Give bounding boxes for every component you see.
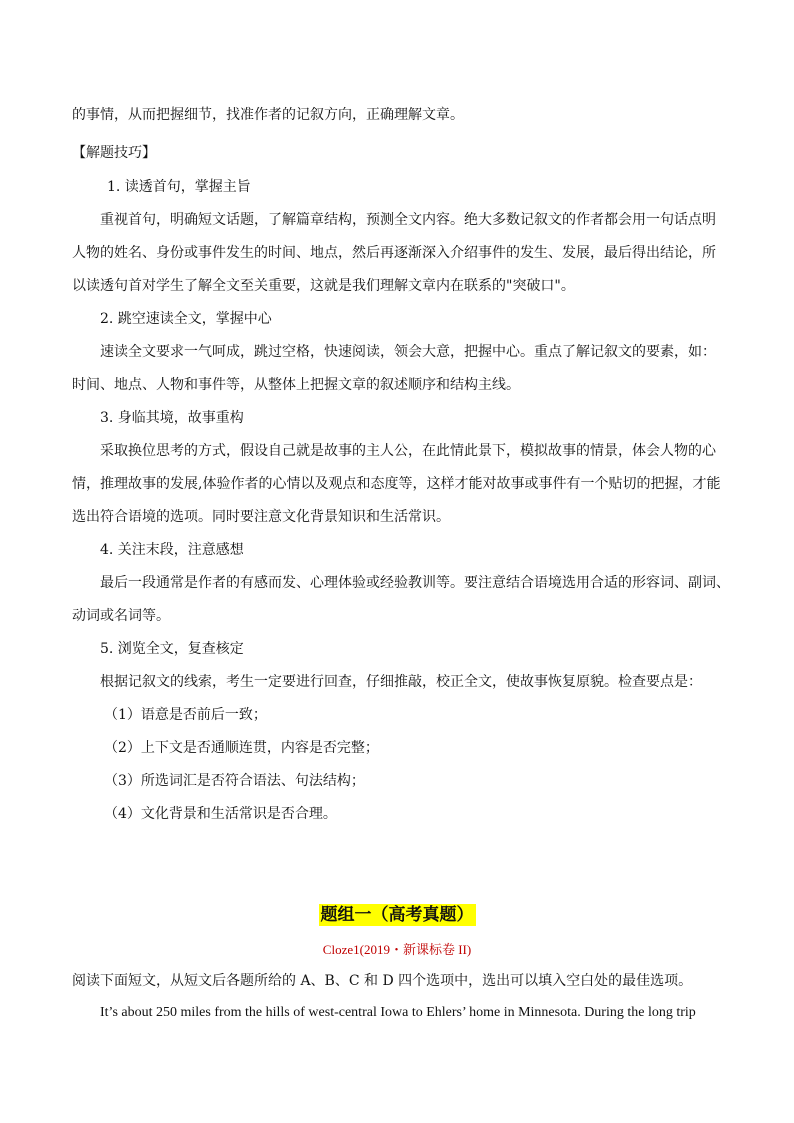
paragraph-line: 时间、地点、人物和事件等，从整体上把握文章的叙述顺序和结构主线。 xyxy=(72,377,520,393)
section-heading: 【解题技巧】 xyxy=(72,145,156,161)
check-item: （2）上下文是否通顺连贯，内容是否完整； xyxy=(104,740,379,756)
paragraph-line: 的事情，从而把握细节，找准作者的记叙方向，正确理解文章。 xyxy=(72,107,464,123)
paragraph-line: 选出符合语境的选项。同时要注意文化背景知识和生活常识。 xyxy=(72,509,450,525)
paragraph-line: 人物的姓名、身份或事件发生的时间、地点，然后再逐渐深入介绍事件的发生、发展，最后得出结论，所 xyxy=(72,245,716,261)
tip-heading: 1. 读透首句，掌握主旨 xyxy=(107,179,251,195)
paragraph-line: 采取换位思考的方式，假设自己就是故事的主人公，在此情此景下，模拟故事的情景，体会人物的心 xyxy=(100,443,716,459)
tip-heading: 5. 浏览全文，复查核定 xyxy=(100,641,244,657)
group-title-text: 题组一（高考真题） xyxy=(320,905,474,925)
paragraph-line: 最后一段通常是作者的有感而发、心理体验或经验教训等。要注意结合语境选用合适的形容词、副词、 xyxy=(100,575,730,591)
paragraph-line: 根据记叙文的线索，考生一定要进行回查，仔细推敲，校正全文，使故事恢复原貌。检查要点是： xyxy=(100,674,702,690)
tip-heading: 4. 关注末段，注意感想 xyxy=(100,542,244,558)
passage-text: It’s about 250 miles from the hills of west-central Iowa to Ehlers’ home in Minnesota. During the long trip xyxy=(100,1005,696,1020)
paragraph-line: 动词或名词等。 xyxy=(72,608,170,624)
paragraph-line: 情，推理故事的发展,体验作者的心情以及观点和态度等，这样才能对故事或事件有一个贴切的把握，才能 xyxy=(72,476,721,492)
paragraph-line: 速读全文要求一气呵成，跳过空格，快速阅读，领会大意，把握中心。重点了解记叙文的要素，如： xyxy=(100,344,716,360)
check-item: （3）所选词汇是否符合语法、句法结构； xyxy=(104,773,365,789)
tip-heading: 3. 身临其境，故事重构 xyxy=(100,410,244,426)
check-item: （1）语意是否前后一致； xyxy=(104,707,267,723)
group-title xyxy=(0,903,794,927)
instruction-text: 阅读下面短文，从短文后各题所给的 A、B、C 和 D 四个选项中，选出可以填入空白处的最佳选项。 xyxy=(72,973,693,989)
paragraph-line: 重视首句，明确短文话题，了解篇章结构，预测全文内容。绝大多数记叙文的作者都会用一句话点明 xyxy=(100,212,716,228)
tip-heading: 2. 跳空速读全文，掌握中心 xyxy=(100,311,272,327)
paragraph-line: 以读透句首对学生了解全文至关重要，这就是我们理解文章内在联系的"突破口"。 xyxy=(72,278,575,294)
check-item: （4）文化背景和生活常识是否合理。 xyxy=(104,806,337,822)
cloze-title: Cloze1(2019・新课标卷 II) xyxy=(322,942,472,957)
